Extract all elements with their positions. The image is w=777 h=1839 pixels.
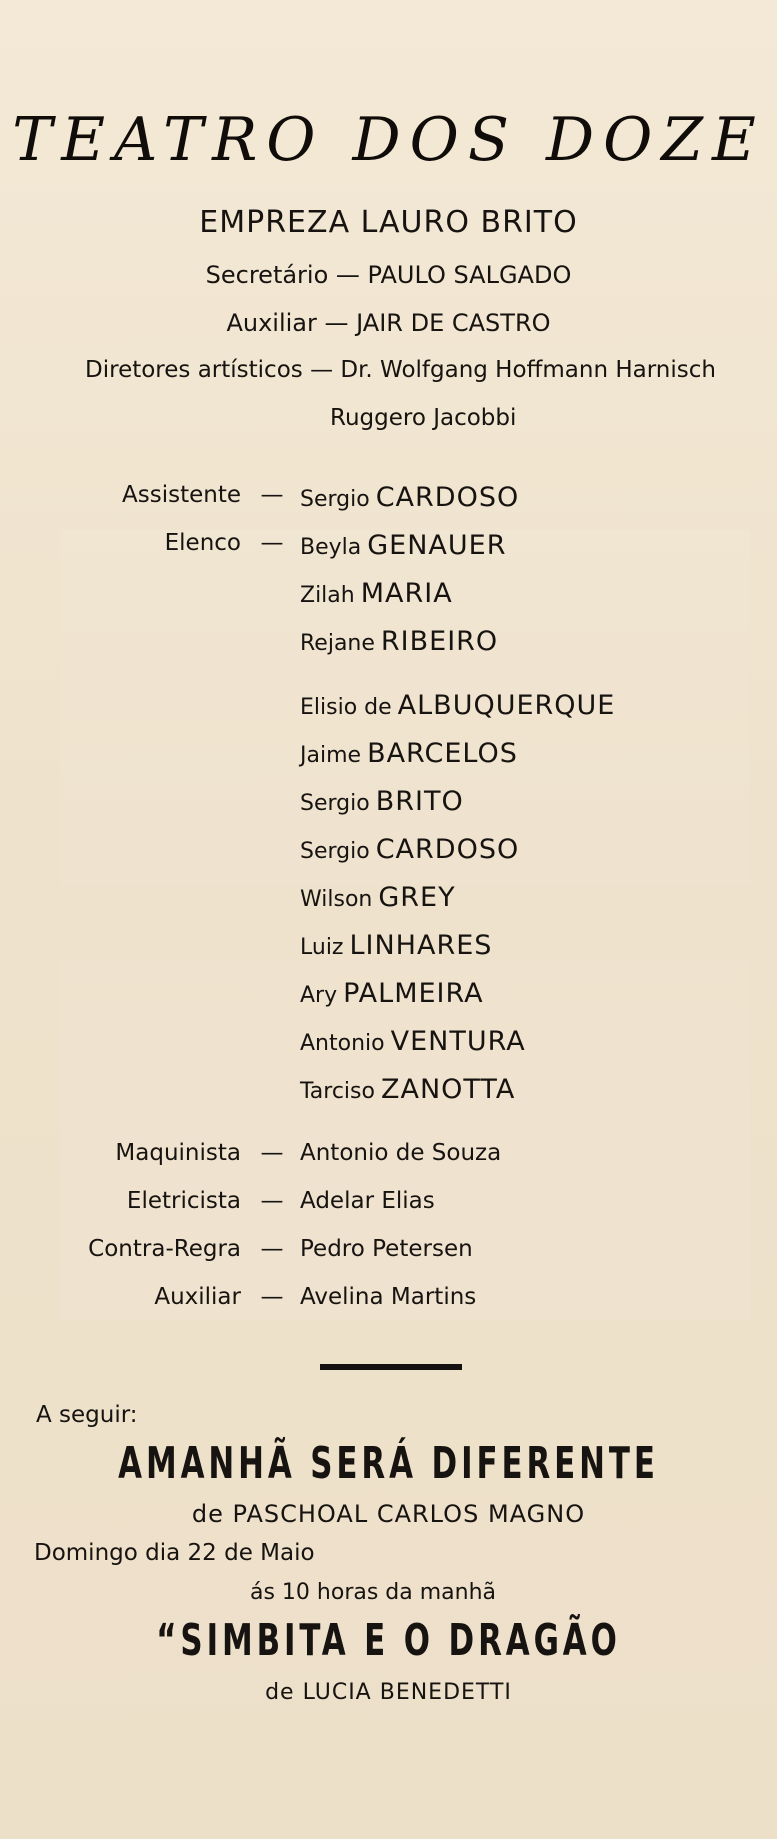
next-play-author: de PASCHOAL CARLOS MAGNO bbox=[191, 1500, 586, 1528]
assistente-row bbox=[0, 482, 777, 522]
role-label: Maquinista bbox=[115, 1140, 241, 1166]
theater-title: TEATRO DOS DOZE bbox=[12, 105, 765, 175]
person-name: Antonio de Souza bbox=[300, 1140, 502, 1166]
cast-member: Zilah MARIA bbox=[300, 578, 453, 609]
dash: — bbox=[260, 1140, 284, 1166]
role-label: Assistente bbox=[122, 482, 241, 508]
role-label: Eletricista bbox=[126, 1188, 241, 1214]
dash: — bbox=[260, 1236, 284, 1262]
cast-member: Tarciso ZANOTTA bbox=[300, 1074, 516, 1105]
cast-member: Rejane RIBEIRO bbox=[300, 626, 499, 657]
role-label: Contra-Regra bbox=[88, 1236, 241, 1262]
cast-member: Wilson GREY bbox=[300, 882, 456, 913]
show-date: Domingo dia 22 de Maio bbox=[34, 1540, 315, 1566]
cast-member: Beyla GENAUER bbox=[300, 530, 507, 561]
secretary-line: Secretário — PAULO SALGADO bbox=[205, 261, 572, 289]
crew-row bbox=[0, 1236, 777, 1276]
crew-row bbox=[0, 1188, 777, 1228]
person-name: Sergio CARDOSO bbox=[300, 482, 520, 513]
cast-member: Ary PALMEIRA bbox=[300, 978, 484, 1009]
children-play-title: “SIMBITA E O DRAGÃO bbox=[156, 1615, 621, 1666]
role-label: Elenco bbox=[164, 530, 241, 556]
person-name: Adelar Elias bbox=[300, 1188, 435, 1214]
person-name: Pedro Petersen bbox=[300, 1236, 473, 1262]
show-time: ás 10 horas da manhã bbox=[250, 1580, 497, 1605]
assistant-line: Auxiliar — JAIR DE CASTRO bbox=[226, 309, 551, 337]
role-label: Auxiliar bbox=[154, 1284, 241, 1310]
divider-rule bbox=[320, 1364, 462, 1370]
crew-row bbox=[0, 1284, 777, 1324]
dash: — bbox=[260, 530, 284, 556]
crew-row bbox=[0, 1140, 777, 1180]
cast-member: Antonio VENTURA bbox=[300, 1026, 526, 1057]
cast-member: Sergio BRITO bbox=[300, 786, 464, 817]
cast-member: Sergio CARDOSO bbox=[300, 834, 520, 865]
person-name: Avelina Martins bbox=[300, 1284, 477, 1310]
children-play-author: de LUCIA BENEDETTI bbox=[265, 1680, 512, 1705]
directors-line: Diretores artísticos — Dr. Wolfgang Hoffmann Harnisch bbox=[85, 357, 716, 383]
cast-member: Jaime BARCELOS bbox=[300, 738, 518, 769]
company-name: EMPREZA LAURO BRITO bbox=[199, 205, 578, 240]
dash: — bbox=[260, 482, 284, 508]
director-second-line: Ruggero Jacobbi bbox=[330, 405, 517, 431]
next-label: A seguir: bbox=[36, 1402, 138, 1428]
dash: — bbox=[260, 1188, 284, 1214]
dash: — bbox=[260, 1284, 284, 1310]
next-play-title: AMANHÃ SERÁ DIFERENTE bbox=[118, 1438, 659, 1489]
cast-member: Elisio de ALBUQUERQUE bbox=[300, 690, 616, 721]
cast-member: Luiz LINHARES bbox=[300, 930, 493, 961]
